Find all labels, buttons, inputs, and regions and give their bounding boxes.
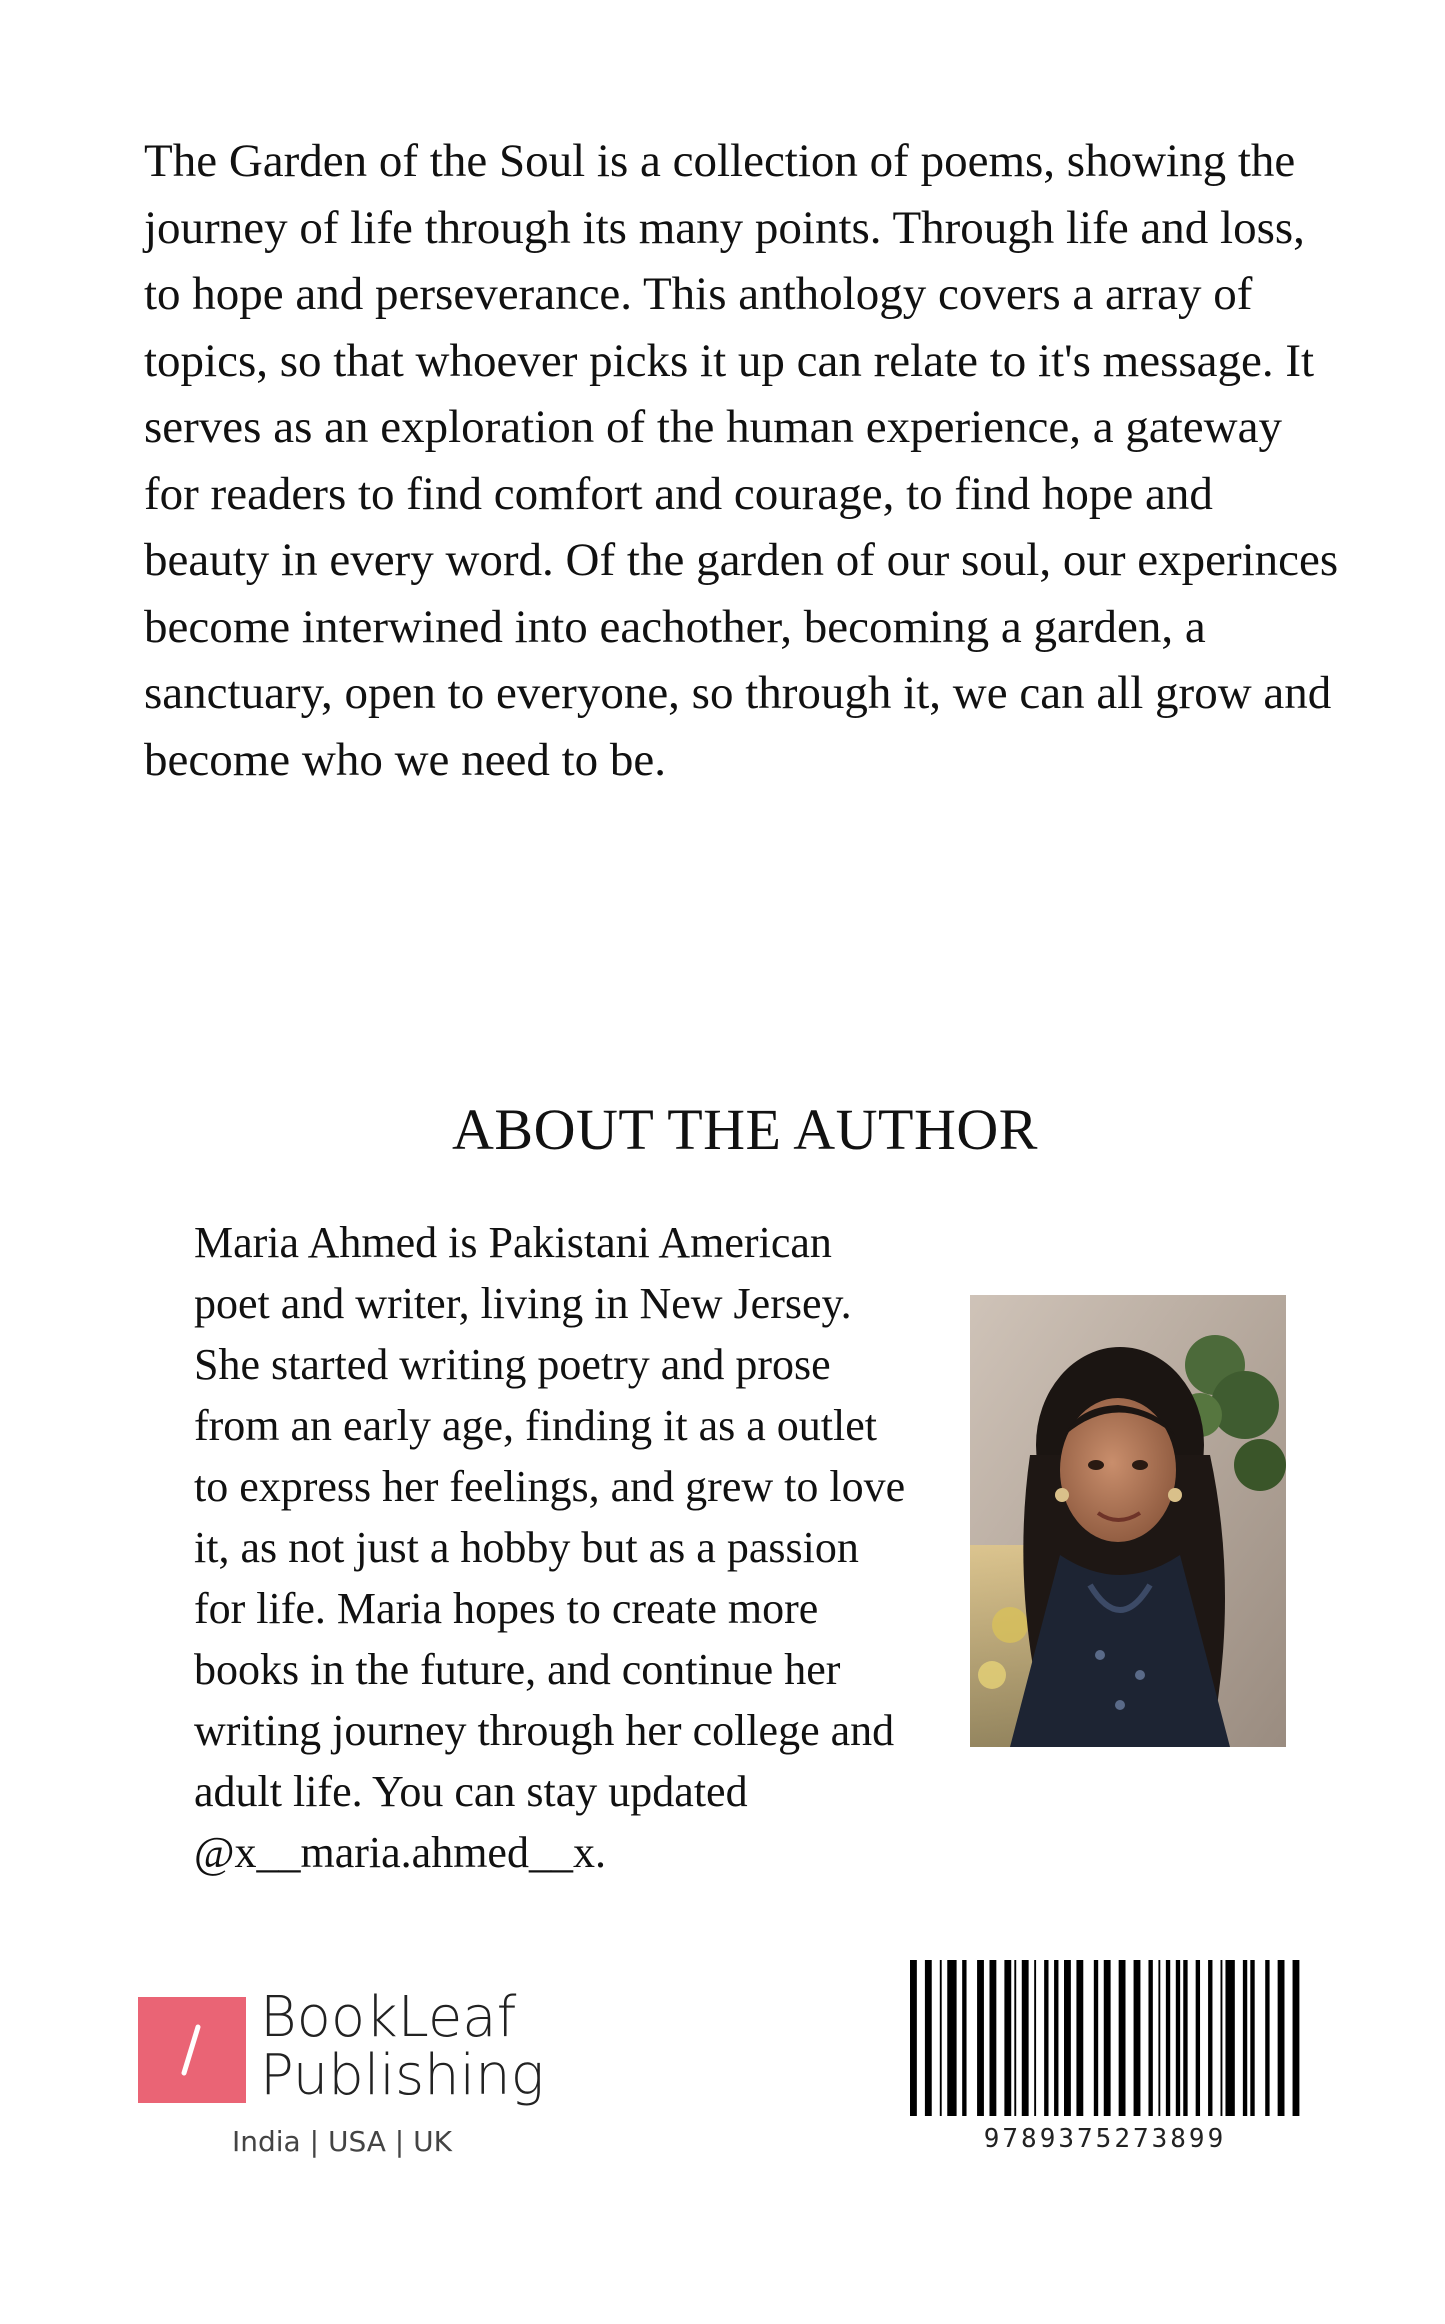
barcode-bar	[1166, 1960, 1170, 2116]
barcode	[910, 1960, 1300, 2116]
barcode-bar	[1044, 1960, 1048, 2116]
barcode-bar	[1278, 1960, 1285, 2116]
barcode-bar	[1183, 1960, 1187, 2116]
about-author-heading: ABOUT THE AUTHOR	[452, 1097, 1038, 1162]
publisher-name	[260, 1985, 545, 2108]
barcode-bar	[1076, 1960, 1083, 2116]
barcode-bar	[1196, 1960, 1200, 2116]
barcode-bar	[1022, 1960, 1029, 2116]
barcode-bar	[1293, 1960, 1300, 2116]
barcode-bar	[1064, 1960, 1071, 2116]
author-bio: Maria Ahmed is Pakistani American poet and writer, living in New Jersey. She started writing poetry and prose from an early age, finding it as a outlet to express her feelings, and grew to love it, as not just a hobby but as a passion for life. Maria hopes to create more books in the future, and continue her writing journey through her college and adult life. You can stay updated @x__maria.ahmed__x.	[194, 1218, 906, 1877]
back-cover-blurb: The Garden of the Soul is a collection of poems, showing the journey of life through its many points. Through life and loss, to hope and perseverance. This anthology covers a array of topics, so that whoever picks it up can relate to it's message. It serves as an exploration of the human experience, a gateway for readers to find comfort and courage, to find hope and beauty in every word. Of the garden of our soul, our experinces become interwined into eachother, becoming a garden, a sanctuary, open to everyone, so through it, we can all grow and become who we need to be.	[144, 135, 1339, 786]
barcode-bar	[1104, 1960, 1111, 2116]
publisher-regions: India | USA | UK	[232, 2125, 452, 2158]
bookleaf-slash-icon	[138, 1997, 246, 2103]
barcode-bar	[940, 1960, 942, 2116]
publisher-name-line1: BookLeaf	[260, 1985, 517, 2050]
barcode-bar	[1004, 1960, 1011, 2116]
barcode-bar	[1034, 1960, 1036, 2116]
barcode-bar	[1176, 1960, 1180, 2116]
publisher-logo	[138, 1985, 545, 2115]
barcode-bar	[1148, 1960, 1152, 2116]
barcode-bar	[962, 1960, 966, 2116]
barcode-bar	[1094, 1960, 1098, 2116]
barcode-bar	[1225, 1960, 1234, 2116]
barcode-bar	[1054, 1960, 1058, 2116]
barcode-bar	[1243, 1960, 1247, 2116]
barcode-bar	[1158, 1960, 1160, 2116]
isbn-number: 9789375273899	[983, 2124, 1227, 2154]
barcode-bar	[1208, 1960, 1212, 2116]
barcode-bar	[910, 1960, 917, 2116]
barcode-bar	[1221, 1960, 1223, 2116]
barcode-bar	[1119, 1960, 1126, 2116]
barcode-bar	[1014, 1960, 1016, 2116]
publisher-name-line2: Publishing	[260, 2043, 545, 2108]
barcode-bar	[1250, 1960, 1254, 2116]
barcode-bar	[1134, 1960, 1141, 2116]
barcode-bar	[977, 1960, 984, 2116]
barcode-bar	[989, 1960, 996, 2116]
barcode-bar	[925, 1960, 932, 2116]
barcode-bar	[1265, 1960, 1269, 2116]
author-photo	[970, 1295, 1286, 1747]
barcode-bar	[947, 1960, 956, 2116]
